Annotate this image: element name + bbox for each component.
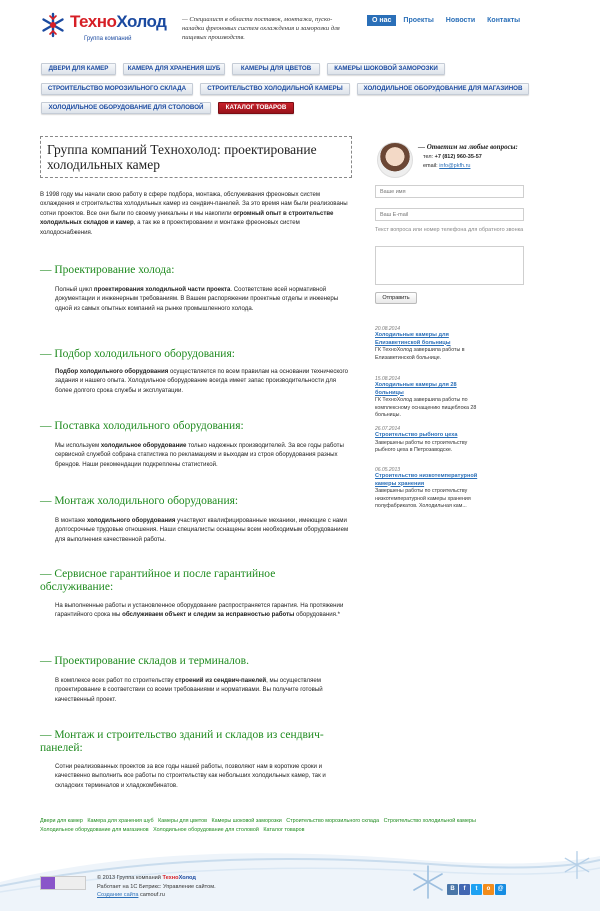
nav-news[interactable]: Новости [445,17,476,24]
footer-wave-decoration [0,842,600,911]
menu-doors[interactable]: ДВЕРИ ДЛЯ КАМЕР [41,63,116,75]
section-paragraph: В монтаже холодильного оборудования участвуют квалифицированные механики, имеющие с нами долгосрочные трудовые отношения. Наши специалисты оснащены всем необходимым оборудованием для выполнения качественной работы. [55,517,349,543]
visit-counter[interactable] [40,876,86,890]
footer-link[interactable]: Камеры шоковой заморозки [211,818,282,824]
menu-canteen-equipment[interactable]: ХОЛОДИЛЬНОЕ ОБОРУДОВАНИЕ ДЛЯ СТОЛОВОЙ [41,102,211,114]
menu-store-equipment[interactable]: ХОЛОДИЛЬНОЕ ОБОРУДОВАНИЕ ДЛЯ МАГАЗИНОВ [357,83,529,95]
page-title: Группа компаний Технохолод: проектирование холодильных камер [47,142,317,172]
footer-link[interactable]: Камера для хранения шуб [87,818,154,824]
top-nav [367,15,525,26]
creator-link[interactable]: Создание сайта [97,892,139,899]
nav-contacts[interactable]: Контакты [487,17,521,24]
menu-flower-chambers[interactable]: КАМЕРЫ ДЛЯ ЦВЕТОВ [232,63,320,75]
contact-email: email: info@pkfh.ru [423,163,471,169]
section-heading: — Монтаж и строительство зданий и складов из сендвич-панелей: [40,729,324,754]
snowflake-logo-icon [40,12,66,38]
section-heading: — Проектирование складов и терминалов. [40,655,249,667]
name-input[interactable] [375,185,524,198]
section-heading: — Проектирование холода: [40,264,175,276]
section-heading: — Сервисное гарантийное и после гарантийное обслуживание: [40,568,276,593]
news-title-link[interactable]: Холодильные камеры для 28 больницы [375,382,457,396]
section-heading: — Монтаж холодильного оборудования: [40,495,239,507]
news-item: 15.08.2014 Холодильные камеры для 28 больницы ГК ТехноХолод завершила работы по комплексному оснащению пищеблока 28 больницы. [375,376,485,420]
tagline: — Специалист в области поставок, монтажа, пуско-наладки фреоновых систем охлаждения и заморозки для пищевых производств. [182,16,340,41]
email-input[interactable] [375,208,524,221]
site-creator: Создание сайта camouf.ru [97,892,165,899]
footer-link[interactable]: Холодильное оборудование для столовой [153,827,259,833]
footer-info [97,874,216,900]
menu-cold-chamber[interactable]: СТРОИТЕЛЬСТВО ХОЛОДИЛЬНОЙ КАМЕРЫ [200,83,350,95]
footer-link[interactable]: Строительство холодильной камеры [383,818,476,824]
vk-icon[interactable]: В [447,884,458,895]
page-title-box [40,136,352,178]
copyright: © 2013 Группа компаний ТехноХолод [97,875,196,881]
section-heading: — Поставка холодильного оборудования: [40,420,244,432]
nav-about[interactable]: О нас [367,15,396,26]
logo[interactable] [40,12,172,46]
contact-phone: тел: +7 (812) 960-35-57 [423,154,482,160]
section-paragraph: Сотни реализованных проектов за все годы нашей работы, позволяют нам в короткие сроки и качественно выполнить все работы по строительству как небольших холодильных камер, так и складских терминалов и хладокомбинатов. [55,763,326,789]
menu-shock-freezing[interactable]: КАМЕРЫ ШОКОВОЙ ЗАМОРОЗКИ [327,63,445,75]
news-item: 26.07.2014 Строительство рыбного цеха Завершены работы по строительству рыбного цеха в Петрозаводске. [375,426,485,455]
send-button[interactable]: Отправить [375,292,417,304]
footer-links [40,817,510,835]
menu-freezer-warehouse[interactable]: СТРОИТЕЛЬСТВО МОРОЗИЛЬНОГО СКЛАДА [41,83,193,95]
snowflake-icon [562,850,592,880]
news-item: 20.08.2014 Холодильные камеры для Елизаветинской больницы ГК ТехноХолод завершила работы в Елизаветинской больнице. [375,326,485,362]
section-heading: — Подбор холодильного оборудования: [40,348,235,360]
section-paragraph: Мы используем холодильное оборудование только надежных производителей. За все годы работы сервисной службой собрана статистика по рекламациям и выходам из строя оборудования разных брендов. Наши рекомендации подкреплены статистикой. [55,442,344,468]
snowflake-icon [410,864,446,900]
footer-link[interactable]: Холодильное оборудование для магазинов [40,827,149,833]
mail-icon[interactable]: @ [495,884,506,895]
footer-link[interactable]: Каталог товаров [263,827,305,833]
section-paragraph: Полный цикл проектирования холодильной части проекта. Соответствие всей нормативной документации и инженерным требованиям. В Вашем распоряжении проектные отделы и инженеры одной из самых опытных компаний на рынке промышленного холода. [55,286,339,312]
contact-title: — Ответим на любые вопросы: [418,143,518,151]
intro-paragraph: В 1998 году мы начали свою работу в сфере подбора, монтажа, обслуживания фреоновых систем охлаждения и строительства холодильных камер из сендвич-панелей. За это время нам были реализованы сотни проектов. Все они были по своему уникальны и мы накопили огромный опыт в строительстве холодильных складов и камер, а так же в проектировании и монтаже фреоновых систем холодоснабжения. [40,191,348,236]
email-link[interactable]: info@pkfh.ru [439,163,471,169]
section-paragraph: На выполненные работы и установленное оборудование распространяется гарантия. На протяжении гарантийного срока мы обслуживаем объект и следим за исправностью работы оборудования.* [55,602,344,619]
odnoklassniki-icon[interactable]: o [483,884,494,895]
operator-avatar [377,142,413,178]
section-paragraph: Подбор холодильного оборудования осуществляется по всем правилам на основании технического задания и нашего опыта. Холодильное оборудование всегда имеет запас производительности для более долгого срока службы и эксплуатации. [55,368,348,394]
news-title-link[interactable]: Строительство низкотемпературной камеры хранения [375,473,478,487]
twitter-icon[interactable]: t [471,884,482,895]
footer-link[interactable]: Двери для камер [40,818,83,824]
news-item: 06.05.2013 Строительство низкотемпературной камеры хранения Завершены работы по строительству низкотемпературной камеры хранения полуфабрикатов. Холодильная кам... [375,467,485,511]
news-title-link[interactable]: Холодильные камеры для Елизаветинской больницы [375,332,451,346]
question-hint: Текст вопроса или номер телефона для обратного звонка [375,227,524,233]
footer-link[interactable]: Камеры для цветов [158,818,208,824]
news-title-link[interactable]: Строительство рыбного цеха [375,432,458,438]
brand-name: ТехноХолод [70,12,167,31]
powered-by: Работает на 1С Битрикс: Управление сайтом. [97,883,216,890]
footer-link[interactable]: Строительство морозильного склада [286,818,380,824]
section-paragraph: В комплексе всех работ по строительству строений из сендвич-панелей, мы осуществляем проектирование в соответствии со всеми требованиями и нормативами. Вы получите готовый качественный проект. [55,677,323,703]
social-buttons [447,884,506,895]
brand-subtitle: Группа компаний [84,36,132,42]
nav-projects[interactable]: Проекты [403,17,434,24]
facebook-icon[interactable]: f [459,884,470,895]
menu-catalog[interactable]: КАТАЛОГ ТОВАРОВ [218,102,294,114]
menu-fur-storage[interactable]: КАМЕРА ДЛЯ ХРАНЕНИЯ ШУБ [123,63,225,75]
question-textarea[interactable] [375,246,524,285]
